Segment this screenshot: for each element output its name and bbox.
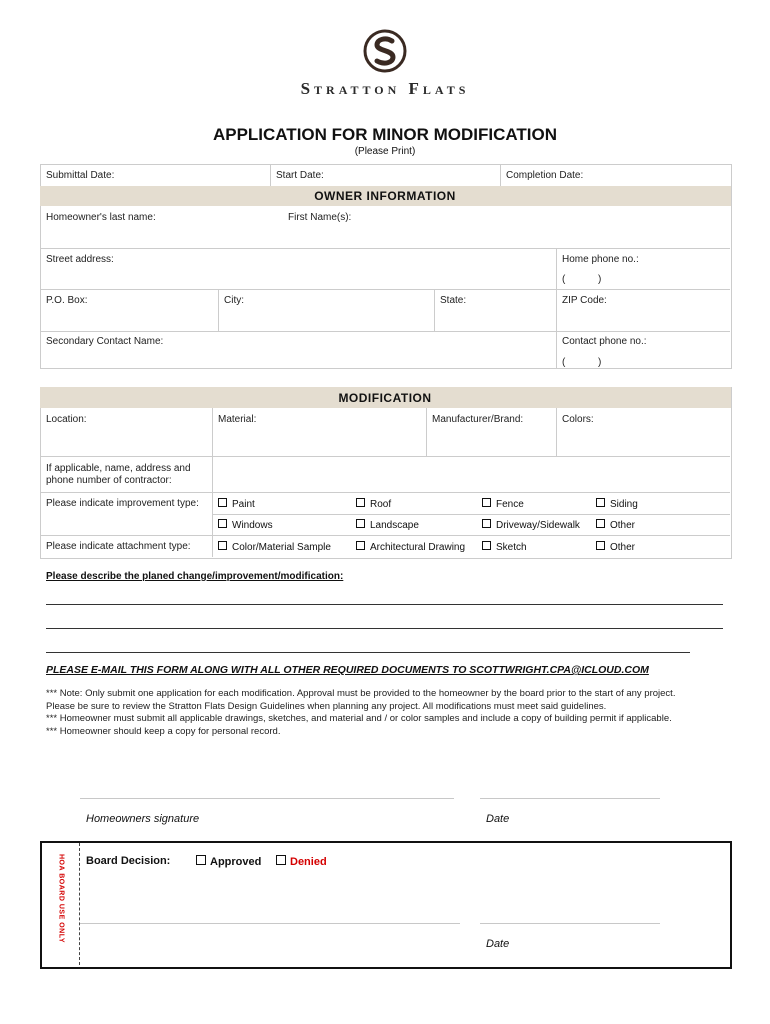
page-title: APPLICATION FOR MINOR MODIFICATION xyxy=(212,125,558,144)
checkbox-icon xyxy=(596,541,605,550)
submittal-date-field[interactable]: Submittal Date: xyxy=(46,170,115,181)
checkbox-label: Denied xyxy=(290,856,327,868)
brand-name: Stratton Flats xyxy=(300,79,470,98)
checkbox-icon xyxy=(356,519,365,528)
checkbox-label: Windows xyxy=(232,520,273,531)
owner-info-heading: OWNER INFORMATION xyxy=(314,189,456,203)
modification-heading: MODIFICATION xyxy=(338,391,432,405)
roof-checkbox[interactable] xyxy=(356,498,391,510)
board-side-label: HOA BOARD USE ONLY xyxy=(57,854,65,943)
checkbox-label: Sketch xyxy=(496,542,527,553)
landscape-checkbox[interactable] xyxy=(356,519,419,531)
street-address-field[interactable]: Street address: xyxy=(46,254,114,265)
note-line: *** Homeowner must submit all applicable drawings, sketches, and material and / or color samples and include a copy of building permit if applicable. xyxy=(46,713,672,724)
material-field[interactable]: Material: xyxy=(218,414,257,425)
secondary-contact-field[interactable]: Secondary Contact Name: xyxy=(46,336,164,347)
signature-line[interactable] xyxy=(80,798,454,799)
completion-date-field[interactable]: Completion Date: xyxy=(506,170,584,181)
city-field[interactable]: City: xyxy=(224,295,244,306)
checkbox-icon xyxy=(596,519,605,528)
start-date-field[interactable]: Start Date: xyxy=(276,170,324,181)
sketch-checkbox[interactable] xyxy=(482,541,527,553)
colors-field[interactable]: Colors: xyxy=(562,414,594,425)
checkbox-icon xyxy=(218,498,227,507)
checkbox-icon xyxy=(356,498,365,507)
checkbox-icon xyxy=(218,541,227,550)
contractor-label-1: If applicable, name, address and xyxy=(46,463,191,474)
board-date-label: Date xyxy=(486,938,510,950)
last-name-field[interactable]: Homeowner's last name: xyxy=(46,212,156,223)
improvement-other-checkbox[interactable] xyxy=(596,519,635,531)
note-line: Please be sure to review the Stratton Flats Design Guidelines when planning any project. All modifications must meet said guidelines. xyxy=(46,700,607,712)
signature-date-label: Date xyxy=(486,813,510,825)
signature-date-line[interactable] xyxy=(480,798,660,799)
fence-checkbox[interactable] xyxy=(482,498,524,510)
checkbox-label: Landscape xyxy=(370,520,419,531)
notes-block xyxy=(46,688,736,738)
board-divider xyxy=(79,843,80,965)
contact-phone-open-paren: ( xyxy=(562,357,566,368)
state-field[interactable]: State: xyxy=(440,295,467,306)
page-subtitle: (Please Print) xyxy=(354,146,416,157)
checkbox-label: Fence xyxy=(496,499,524,510)
attachment-type-label: Please indicate attachment type: xyxy=(46,541,191,552)
driveway-checkbox[interactable] xyxy=(482,519,580,531)
contact-phone-field[interactable]: Contact phone no.: xyxy=(562,336,647,347)
home-phone-close-paren: ) xyxy=(598,274,602,285)
improvement-type-label: Please indicate improvement type: xyxy=(46,498,199,509)
note-line: *** Note: Only submit one application for each modification. Approval must be provided to the homeowner by the board prior to the start of any project. xyxy=(46,688,676,699)
checkbox-icon xyxy=(596,498,605,507)
checkbox-icon xyxy=(482,498,491,507)
windows-checkbox[interactable] xyxy=(218,519,273,531)
logo-mark-icon xyxy=(362,28,408,74)
architectural-drawing-checkbox[interactable] xyxy=(356,541,465,553)
checkbox-label: Siding xyxy=(610,499,638,510)
color-sample-checkbox[interactable] xyxy=(218,541,331,553)
checkbox-label: Approved xyxy=(210,856,262,868)
home-phone-open-paren: ( xyxy=(562,274,566,285)
signature-label: Homeowners signature xyxy=(86,813,200,825)
checkbox-label: Architectural Drawing xyxy=(370,542,466,553)
description-line-3[interactable] xyxy=(46,652,690,653)
checkbox-label: Color/Material Sample xyxy=(232,542,331,553)
siding-checkbox[interactable] xyxy=(596,498,638,510)
attachment-other-checkbox[interactable] xyxy=(596,541,635,553)
po-box-field[interactable]: P.O. Box: xyxy=(46,295,88,306)
denied-checkbox[interactable] xyxy=(276,855,327,868)
checkbox-label: Roof xyxy=(370,499,392,510)
checkbox-icon xyxy=(218,519,227,528)
checkbox-label: Driveway/Sidewalk xyxy=(496,520,580,531)
checkbox-label: Other xyxy=(610,542,636,553)
approved-checkbox[interactable] xyxy=(196,855,261,868)
location-field[interactable]: Location: xyxy=(46,414,87,425)
board-signature-line[interactable] xyxy=(80,923,460,924)
checkbox-icon xyxy=(276,855,286,865)
manufacturer-field[interactable]: Manufacturer/Brand: xyxy=(432,414,524,425)
board-decision-label: Board Decision: xyxy=(86,855,171,867)
zip-field[interactable]: ZIP Code: xyxy=(562,295,607,306)
paint-checkbox[interactable] xyxy=(218,498,255,510)
description-line-1[interactable] xyxy=(46,604,723,605)
home-phone-field[interactable]: Home phone no.: xyxy=(562,254,639,265)
checkbox-icon xyxy=(482,541,491,550)
dates-row xyxy=(40,164,732,188)
email-notice: PLEASE E-MAIL THIS FORM ALONG WITH ALL OTHER REQUIRED DOCUMENTS TO SCOTTWRIGHT.CPA@ICLOUD.COM xyxy=(46,664,649,676)
checkbox-icon xyxy=(482,519,491,528)
description-line-2[interactable] xyxy=(46,628,723,629)
contractor-label-2: phone number of contractor: xyxy=(46,475,172,486)
board-date-line[interactable] xyxy=(480,923,660,924)
note-line: *** Homeowner should keep a copy for personal record. xyxy=(46,725,281,737)
contact-phone-close-paren: ) xyxy=(598,357,602,368)
first-name-field[interactable]: First Name(s): xyxy=(288,212,352,223)
checkbox-icon xyxy=(356,541,365,550)
checkbox-label: Paint xyxy=(232,499,255,510)
brand-logo xyxy=(362,28,408,74)
describe-label: Please describe the planed change/improvement/modification: xyxy=(46,571,344,582)
checkbox-label: Other xyxy=(610,520,636,531)
checkbox-icon xyxy=(196,855,206,865)
